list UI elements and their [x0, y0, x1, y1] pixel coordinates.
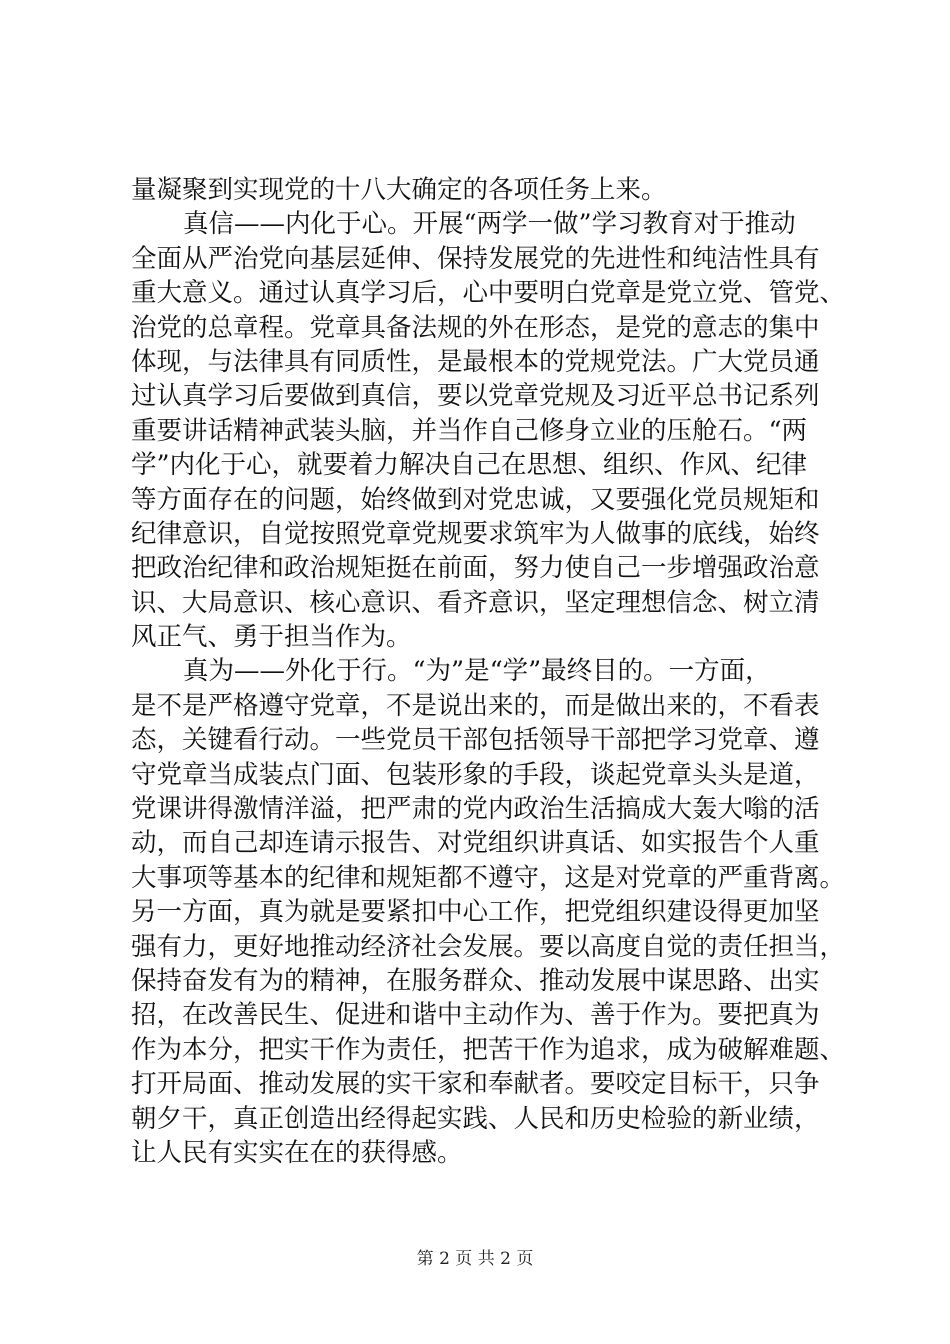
- document-body: [131, 173, 846, 1170]
- text-line: 体现，与法律具有同质性，是最根本的党规党法。广大党员通: [131, 346, 820, 377]
- text-line: 动，而自己却连请示报告、对党组织讲真话、如实报告个人重: [131, 828, 820, 859]
- text-line: 保持奋发有为的精神，在服务群众、推动发展中谋思路、出实: [131, 965, 820, 996]
- text-line: 重大意义。通过认真学习后，心中要明白党章是党立党、管党、: [131, 278, 846, 309]
- text-line: 过认真学习后要做到真信，要以党章党规及习近平总书记系列: [131, 381, 820, 412]
- text-line: 作为本分，把实干作为责任，把苦干作为追求，成为破解难题、: [131, 1034, 846, 1065]
- text-line: 态，关键看行动。一些党员干部包括领导干部把学习党章、遵: [131, 725, 820, 756]
- text-line: 学”内化于心，就要着力解决自己在思想、组织、作风、纪律: [131, 450, 808, 481]
- text-line: 招，在改善民生、促进和谐中主动作为、善于作为。要把真为: [131, 1000, 820, 1031]
- text-line: 另一方面，真为就是要紧扣中心工作，把党组织建设得更加坚: [131, 897, 820, 928]
- text-line: 党课讲得激情洋溢，把严肃的党内政治生活搞成大轰大嗡的活: [131, 794, 820, 825]
- text-line: 大事项等基本的纪律和规矩都不遵守，这是对党章的严重背离。: [131, 862, 846, 893]
- text-line: 朝夕干，真正创造出经得起实践、人民和历史检验的新业绩，: [131, 1103, 820, 1134]
- text-line: 识、大局意识、核心意识、看齐意识，坚定理想信念、树立清: [131, 587, 820, 618]
- text-line: 全面从严治党向基层延伸、保持发展党的先进性和纯洁性具有: [131, 243, 820, 274]
- text-line: 把政治纪律和政治规矩挺在前面，努力使自己一步增强政治意: [131, 553, 820, 584]
- text-line: 等方面存在的问题，始终做到对党忠诚，又要强化党员规矩和: [131, 484, 820, 515]
- paragraph-start-line: 真信——内化于心。开展“两学一做”学习教育对于推动: [183, 209, 796, 240]
- paragraph-start-line: 真为——外化于行。“为”是“学”最终目的。一方面，: [183, 656, 771, 687]
- text-line: 治党的总章程。党章具备法规的外在形态，是党的意志的集中: [131, 312, 820, 343]
- text-line: 强有力，更好地推动经济社会发展。要以高度自觉的责任担当，: [131, 931, 846, 962]
- text-line: 量凝聚到实现党的十八大确定的各项任务上来。: [131, 175, 667, 205]
- text-line: 纪律意识，自觉按照党章党规要求筑牢为人做事的底线，始终: [131, 518, 820, 549]
- text-line: 是不是严格遵守党章，不是说出来的，而是做出来的，不看表: [131, 690, 820, 721]
- text-line: 让人民有实实在在的获得感。: [131, 1137, 463, 1168]
- text-line: 打开局面、推动发展的实干家和奉献者。要咬定目标干，只争: [131, 1069, 820, 1100]
- text-line: 风正气、勇于担当作为。: [131, 622, 412, 653]
- text-line: 重要讲话精神武装头脑，并当作自己修身立业的压舱石。“两: [131, 415, 808, 446]
- text-line: 守党章当成装点门面、包装形象的手段，谈起党章头头是道，: [131, 759, 820, 790]
- page-footer: 第 2 页 共 2 页: [416, 1249, 534, 1269]
